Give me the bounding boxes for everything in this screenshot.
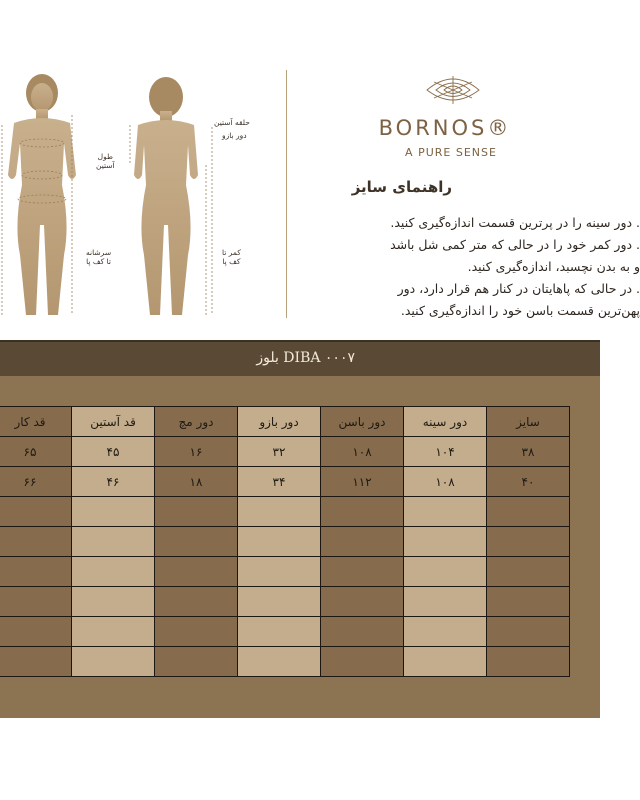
table-row [0, 587, 569, 616]
table-cell: ۴۶ [72, 467, 154, 496]
table-cell [238, 647, 320, 676]
shoulder-to-sole-label: سرشانه تا کف پا [86, 248, 112, 266]
table-row [0, 527, 569, 556]
table-cell: ۱۶ [155, 437, 237, 466]
table-cell: ۴۵ [72, 437, 154, 466]
table-cell: ۶۵ [0, 437, 71, 466]
guide-line: و به بدن نچسبد، اندازه‌گیری کنید. [467, 259, 640, 274]
table-cell: ۳۲ [238, 437, 320, 466]
table-cell [72, 617, 154, 646]
header-sleeve-length: قد آستین [72, 407, 154, 436]
table-cell [404, 557, 486, 586]
table-cell [321, 647, 403, 676]
section-divider [286, 70, 287, 318]
table-cell [238, 497, 320, 526]
table-cell [404, 617, 486, 646]
back-figure [134, 77, 198, 315]
header-size: سایز [487, 407, 569, 436]
table-cell [238, 587, 320, 616]
table-cell [404, 647, 486, 676]
table-cell: ۴۰ [487, 467, 569, 496]
guide-line: . دور کمر خود را در حالی که متر کمی شل باشد [390, 237, 640, 252]
table-header-row [0, 407, 569, 436]
table-cell [487, 527, 569, 556]
table-cell [238, 617, 320, 646]
table-cell [155, 617, 237, 646]
header-arm: دور بازو [238, 407, 320, 436]
table-cell [487, 647, 569, 676]
table-row [0, 617, 569, 646]
table-cell [321, 527, 403, 556]
size-guide-instructions [300, 212, 640, 322]
table-cell [155, 497, 237, 526]
size-guide-title: راهنمای سایز [351, 178, 452, 196]
table-cell [487, 497, 569, 526]
table-row [0, 467, 569, 496]
table-cell [487, 557, 569, 586]
table-cell [321, 557, 403, 586]
brand-logo-icon [400, 70, 506, 112]
arm-circumference-label: دور بازو [222, 131, 247, 140]
table-cell [0, 617, 71, 646]
header-garment-length: قد کار [0, 407, 71, 436]
table-row [0, 647, 569, 676]
table-cell [321, 587, 403, 616]
table-cell [404, 497, 486, 526]
guide-line: . در حالی که پاهایتان در کنار هم قرار دارد، دور [397, 281, 640, 296]
brand-tagline: A PURE SENSE [405, 146, 497, 159]
table-cell: ۱۰۴ [404, 437, 486, 466]
table-cell: ۱۰۸ [404, 467, 486, 496]
guide-line: پهن‌ترین قسمت باسن خود را اندازه‌گیری کنید. [400, 303, 640, 318]
table-cell [238, 527, 320, 556]
table-cell [321, 497, 403, 526]
table-cell: ۱۸ [155, 467, 237, 496]
table-cell: ۳۸ [487, 437, 569, 466]
table-cell [0, 527, 71, 556]
table-cell [487, 587, 569, 616]
table-cell [72, 557, 154, 586]
table-row [0, 437, 569, 466]
sleeve-length-label: طول آستین [96, 152, 115, 170]
brand-name: BORNOS® [378, 116, 512, 140]
table-cell [155, 557, 237, 586]
table-cell [404, 527, 486, 556]
header-hip: دور باسن [321, 407, 403, 436]
table-cell: ۶۶ [0, 467, 71, 496]
table-row [0, 557, 569, 586]
product-title: بلوز DIBA ۰۰۰۷ [256, 350, 355, 366]
size-table [0, 406, 570, 677]
product-title-bar [0, 340, 600, 376]
table-cell [155, 647, 237, 676]
table-row [0, 497, 569, 526]
size-chart-panel [0, 340, 600, 718]
body-measurement-illustration [0, 65, 285, 330]
table-cell [404, 587, 486, 616]
table-cell: ۱۰۸ [321, 437, 403, 466]
table-cell [487, 617, 569, 646]
table-cell [238, 557, 320, 586]
table-cell [72, 527, 154, 556]
table-cell [72, 587, 154, 616]
table-cell [321, 617, 403, 646]
table-cell [155, 587, 237, 616]
table-cell [72, 497, 154, 526]
table-cell [0, 647, 71, 676]
table-cell: ۳۴ [238, 467, 320, 496]
header-wrist: دور مچ [155, 407, 237, 436]
front-figure [8, 74, 76, 315]
table-cell [155, 527, 237, 556]
guide-line: . دور سینه را در پرترین قسمت اندازه‌گیری کنید. [390, 215, 640, 230]
table-cell [72, 647, 154, 676]
table-cell: ۱۱۲ [321, 467, 403, 496]
table-cell [0, 497, 71, 526]
table-cell [0, 557, 71, 586]
header-bust: دور سینه [404, 407, 486, 436]
table-cell [0, 587, 71, 616]
sleeve-ring-label: حلقه آستین [214, 118, 250, 127]
waist-to-sole-label: کمر تا کف پا [222, 248, 241, 266]
